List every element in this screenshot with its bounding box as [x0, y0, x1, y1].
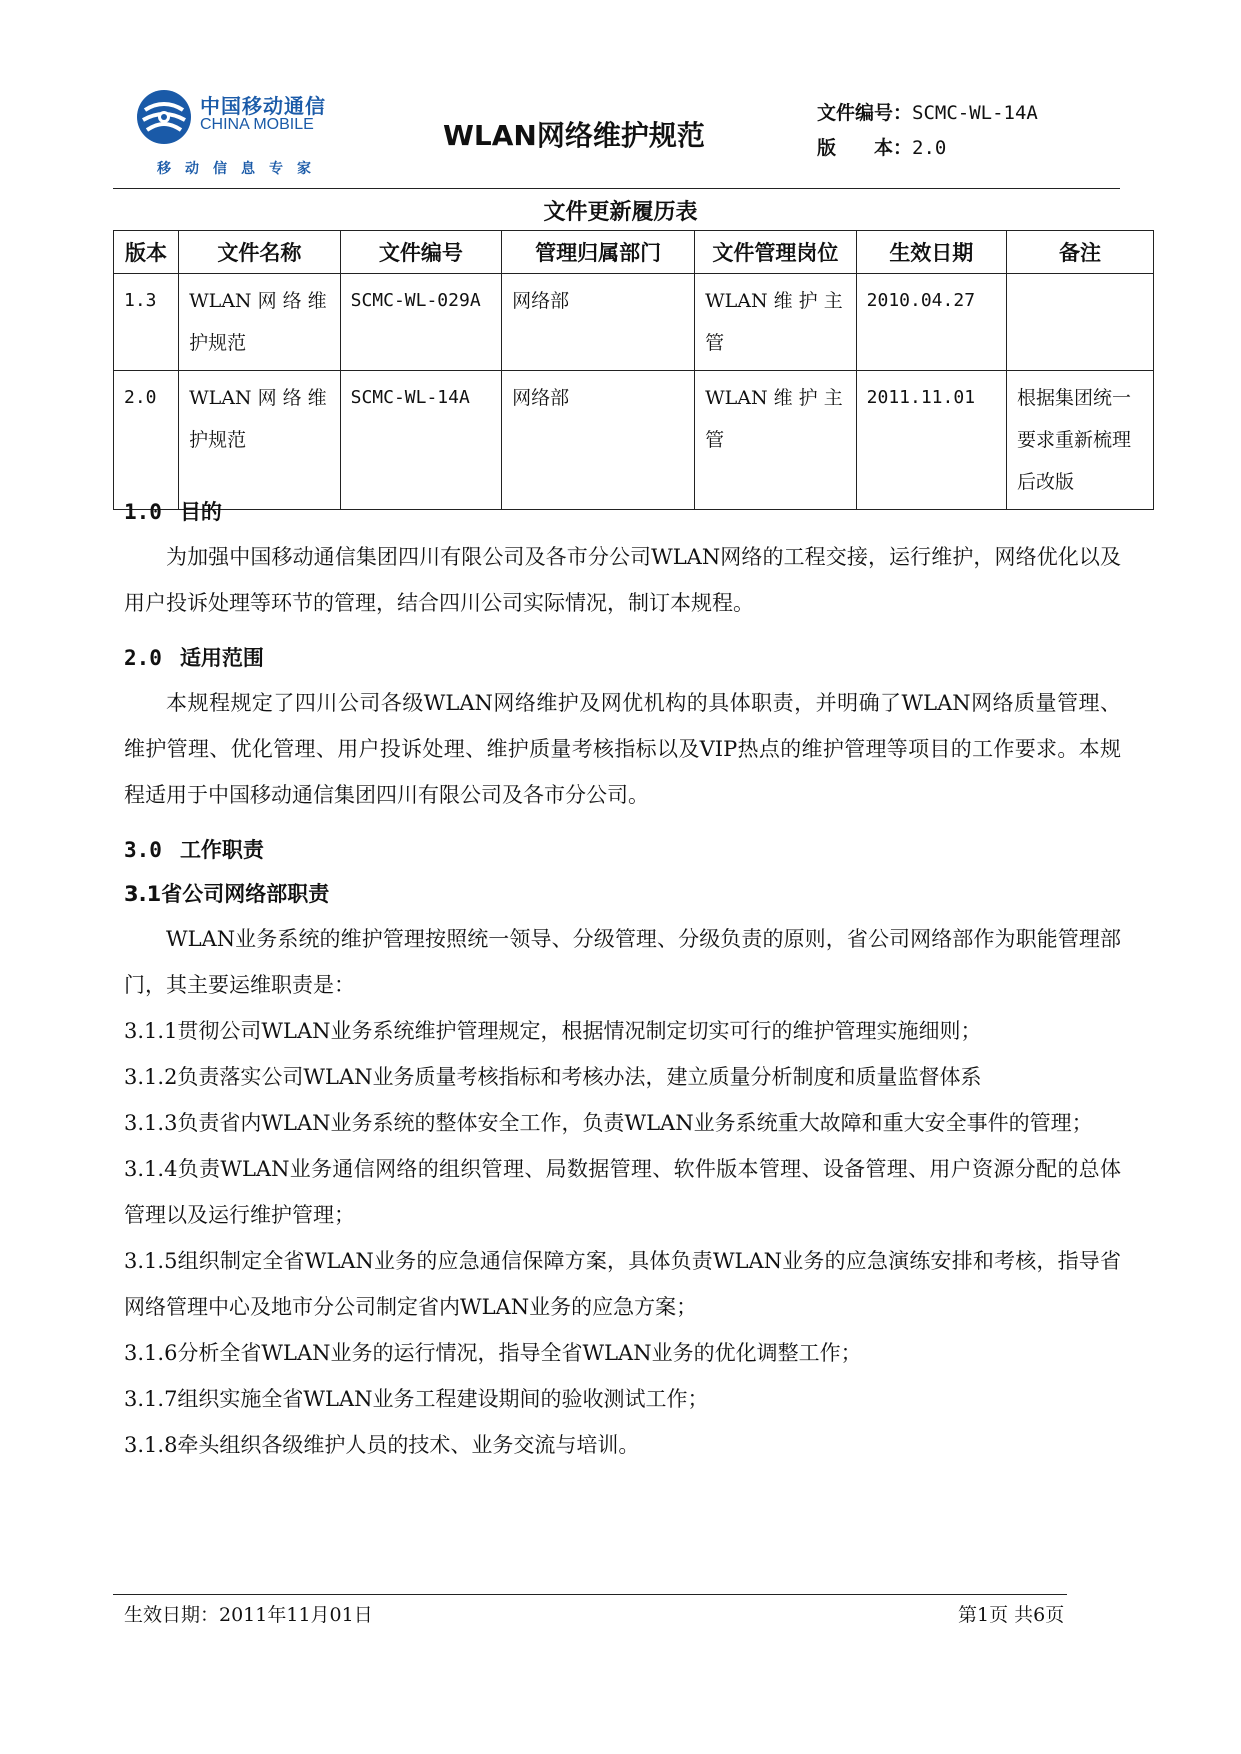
section-heading-purpose: 1.0 目的 [124, 500, 222, 524]
scope-paragraph: 本规程规定了四川公司各级WLAN网络维护及网优机构的具体职责，并明确了WLAN网络质量管理、维护管理、优化管理、用户投诉处理、维护质量考核指标以及VIP热点的维护管理等项目的工作要求。本规程适用于中国移动通信集团四川有限公司及各市分公司。 [124, 691, 1121, 807]
document-body [124, 490, 1121, 1468]
col-header-file-name: 文件名称 [179, 231, 341, 274]
version-number: 2.0 [912, 137, 947, 159]
cell-version: 2.0 [114, 371, 179, 510]
col-header-remark: 备注 [1006, 231, 1153, 274]
list-item: 3.1.6分析全省WLAN业务的运行情况，指导全省WLAN业务的优化调整工作； [124, 1341, 862, 1365]
table-row [114, 371, 1154, 510]
purpose-paragraph: 为加强中国移动通信集团四川有限公司及各市分公司WLAN网络的工程交接，运行维护，网络优化以及用户投诉处理等环节的管理，结合四川公司实际情况，制订本规程。 [124, 545, 1121, 615]
history-header-row [114, 231, 1154, 274]
cell-date: 2011.11.01 [856, 371, 1006, 510]
col-header-file-number: 文件编号 [340, 231, 502, 274]
list-item: 3.1.1贯彻公司WLAN业务系统维护管理规定，根据情况制定切实可行的维护管理实施细则； [124, 1019, 982, 1043]
cell-version: 1.3 [114, 274, 179, 371]
cell-file-number: SCMC-WL-14A [340, 371, 502, 510]
document-meta [817, 96, 1038, 166]
version-label: 版 本： [817, 137, 913, 159]
cell-remark: 根据集团统一要求重新梳理后改版 [1006, 371, 1153, 510]
col-header-version: 版本 [114, 231, 179, 274]
list-item: 3.1.4负责WLAN业务通信网络的组织管理、局数据管理、软件版本管理、设备管理、用户资源分配的总体管理以及运行维护管理； [124, 1157, 1121, 1227]
cell-post: WLAN 维 护 主 管 [695, 371, 857, 510]
footer-page-number: 第1页 共6页 [958, 1604, 1065, 1626]
cell-department: 网络部 [502, 274, 695, 371]
list-item: 3.1.5组织制定全省WLAN业务的应急通信保障方案，具体负责WLAN业务的应急演练安排和考核，指导省网络管理中心及地市分公司制定省内WLAN业务的应急方案； [124, 1249, 1121, 1319]
cell-file-name: WLAN 网 络 维 护规范 [179, 274, 341, 371]
cell-department: 网络部 [502, 371, 695, 510]
cell-post: WLAN 维 护 主 管 [695, 274, 857, 371]
cell-date: 2010.04.27 [856, 274, 1006, 371]
footer-effective-date: 生效日期：2011年11月01日 [124, 1604, 373, 1626]
doc-number-label: 文件编号： [817, 102, 913, 124]
cell-remark [1006, 274, 1153, 371]
logo-slogan: 移动信息专家 [157, 161, 325, 177]
list-item: 3.1.3负责省内WLAN业务系统的整体安全工作，负责WLAN业务系统重大故障和重大安全事件的管理； [124, 1111, 1093, 1135]
logo-cn-text: 中国移动通信 [200, 94, 326, 118]
list-item: 3.1.8牵头组织各级维护人员的技术、业务交流与培训。 [124, 1433, 640, 1457]
duties-intro-paragraph: WLAN业务系统的维护管理按照统一领导、分级管理、分级负责的原则，省公司网络部作为职能管理部门，其主要运维职责是： [124, 927, 1121, 997]
history-table [113, 230, 1154, 510]
page-header [113, 78, 1120, 189]
table-row [114, 274, 1154, 371]
logo-en-text: CHINA MOBILE [200, 116, 314, 133]
doc-number: SCMC-WL-14A [912, 102, 1038, 124]
footer-divider [113, 1594, 1067, 1595]
china-mobile-logo [135, 88, 345, 178]
document-title: WLAN网络维护规范 [443, 119, 705, 152]
col-header-date: 生效日期 [856, 231, 1006, 274]
list-item: 3.1.7组织实施全省WLAN业务工程建设期间的验收测试工作； [124, 1387, 709, 1411]
section-heading-scope: 2.0 适用范围 [124, 646, 264, 670]
col-header-post: 文件管理岗位 [695, 231, 857, 274]
china-mobile-emblem-icon [135, 88, 193, 146]
history-table-title: 文件更新履历表 [543, 200, 698, 225]
subsection-heading-provincial-dept: 3.1省公司网络部职责 [124, 882, 330, 906]
section-heading-duties: 3.0 工作职责 [124, 838, 264, 862]
cell-file-number: SCMC-WL-029A [340, 274, 502, 371]
list-item: 3.1.2负责落实公司WLAN业务质量考核指标和考核办法，建立质量分析制度和质量监督体系 [124, 1065, 982, 1089]
col-header-department: 管理归属部门 [502, 231, 695, 274]
cell-file-name: WLAN 网 络 维 护规范 [179, 371, 341, 510]
